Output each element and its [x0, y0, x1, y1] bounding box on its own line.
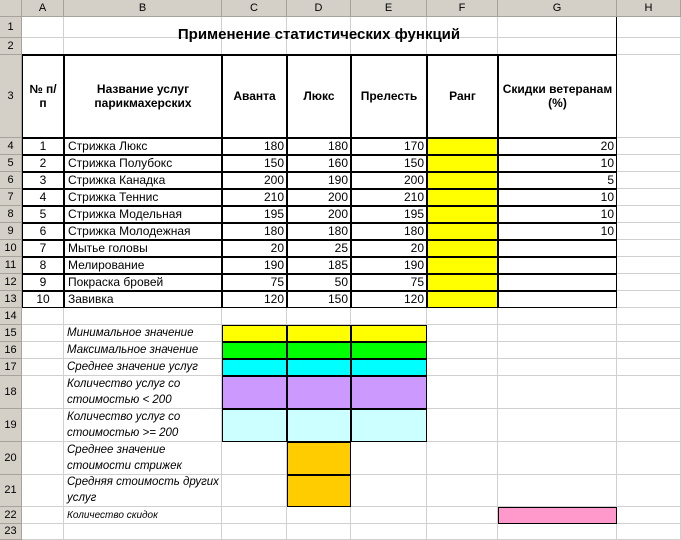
grid-cell[interactable] — [617, 155, 681, 172]
cell-price-lux[interactable]: 180 — [287, 223, 351, 240]
grid-cell[interactable] — [498, 359, 617, 376]
header-prelest[interactable]: Прелесть — [351, 55, 427, 138]
stat-result-cell[interactable] — [222, 342, 287, 359]
stat-result-cell[interactable] — [222, 409, 287, 442]
cell-price-prelest[interactable]: 195 — [351, 206, 427, 223]
column-header-e[interactable]: E — [351, 0, 427, 17]
row-header-5[interactable]: 5 — [0, 155, 22, 172]
stat-result-cell[interactable] — [222, 359, 287, 376]
grid-cell[interactable] — [22, 359, 64, 376]
row-header-22[interactable]: 22 — [0, 507, 22, 524]
grid-cell[interactable] — [617, 524, 681, 540]
cell-num[interactable]: 1 — [22, 138, 64, 155]
row-header-20[interactable]: 20 — [0, 442, 22, 475]
grid-cell[interactable] — [498, 475, 617, 507]
cell-rank[interactable] — [427, 240, 498, 257]
grid-cell[interactable] — [222, 524, 287, 540]
grid-cell[interactable] — [351, 507, 427, 524]
grid-cell[interactable] — [617, 257, 681, 274]
header-rank[interactable]: Ранг — [427, 55, 498, 138]
grid-cell[interactable] — [222, 507, 287, 524]
select-all-corner[interactable] — [0, 0, 22, 17]
cell-price-prelest[interactable]: 75 — [351, 274, 427, 291]
grid-cell[interactable] — [222, 308, 287, 325]
cell-price-lux[interactable]: 185 — [287, 257, 351, 274]
cell-price-prelest[interactable]: 120 — [351, 291, 427, 308]
grid-cell[interactable] — [287, 524, 351, 540]
stat-result-cell[interactable] — [287, 325, 351, 342]
cell-price-prelest[interactable]: 180 — [351, 223, 427, 240]
cell-price-avanta[interactable]: 75 — [222, 274, 287, 291]
grid-cell[interactable] — [427, 507, 498, 524]
grid-cell[interactable] — [617, 409, 681, 442]
cell-price-lux[interactable]: 160 — [287, 155, 351, 172]
row-header-6[interactable]: 6 — [0, 172, 22, 189]
cell-rank[interactable] — [427, 257, 498, 274]
cell-num[interactable]: 5 — [22, 206, 64, 223]
grid-cell[interactable] — [22, 342, 64, 359]
stat-result-cell[interactable] — [287, 475, 351, 507]
cell-price-lux[interactable]: 190 — [287, 172, 351, 189]
cell-price-lux[interactable]: 200 — [287, 189, 351, 206]
row-header-13[interactable]: 13 — [0, 291, 22, 308]
grid-cell[interactable] — [427, 359, 498, 376]
stat-count-ge-label[interactable]: Количество услуг со стоимостью >= 200 — [67, 410, 181, 439]
column-header-a[interactable]: A — [22, 0, 64, 17]
cell-price-avanta[interactable]: 180 — [222, 138, 287, 155]
stat-result-cell[interactable] — [351, 342, 427, 359]
row-header-15[interactable]: 15 — [0, 325, 22, 342]
stat-max-label[interactable]: Максимальное значение — [67, 343, 199, 356]
cell-discount[interactable]: 20 — [498, 138, 617, 155]
cell-price-prelest[interactable]: 210 — [351, 189, 427, 206]
grid-cell[interactable] — [617, 475, 681, 507]
cell-price-prelest[interactable]: 190 — [351, 257, 427, 274]
grid-cell[interactable] — [427, 475, 498, 507]
grid-cell[interactable] — [498, 442, 617, 475]
stat-count-lt-label[interactable]: Количество услуг со стоимостью < 200 — [67, 377, 181, 406]
grid-cell[interactable] — [617, 507, 681, 524]
grid-cell[interactable] — [617, 55, 681, 138]
cell-discount[interactable]: 5 — [498, 172, 617, 189]
stat-discount-count-label[interactable]: Количество скидок — [67, 510, 158, 521]
cell-service-name[interactable]: Стрижка Теннис — [64, 189, 222, 206]
cell-discount[interactable]: 10 — [498, 206, 617, 223]
grid-cell[interactable] — [427, 342, 498, 359]
cell-price-prelest[interactable]: 170 — [351, 138, 427, 155]
cell-price-avanta[interactable]: 210 — [222, 189, 287, 206]
header-num[interactable]: № п/п — [22, 55, 64, 138]
row-header-18[interactable]: 18 — [0, 376, 22, 409]
cell-service-name[interactable]: Стрижка Молодежная — [64, 223, 222, 240]
row-header-16[interactable]: 16 — [0, 342, 22, 359]
grid-cell[interactable] — [617, 291, 681, 308]
grid-cell[interactable] — [498, 409, 617, 442]
stat-result-cell[interactable] — [222, 325, 287, 342]
cell-discount[interactable]: 10 — [498, 155, 617, 172]
row-header-7[interactable]: 7 — [0, 189, 22, 206]
header-discount[interactable]: Скидки ветеранам (%) — [498, 55, 617, 138]
cell-service-name[interactable]: Стрижка Канадка — [64, 172, 222, 189]
cell-num[interactable]: 3 — [22, 172, 64, 189]
grid-cell[interactable] — [427, 308, 498, 325]
cell-rank[interactable] — [427, 138, 498, 155]
cell-price-prelest[interactable]: 150 — [351, 155, 427, 172]
cell-discount[interactable]: 10 — [498, 189, 617, 206]
grid-cell[interactable] — [427, 442, 498, 475]
cell-price-avanta[interactable]: 200 — [222, 172, 287, 189]
cell-price-avanta[interactable]: 150 — [222, 155, 287, 172]
grid-cell[interactable] — [617, 223, 681, 240]
row-header-19[interactable]: 19 — [0, 409, 22, 442]
grid-cell[interactable] — [617, 342, 681, 359]
cell-discount[interactable]: 10 — [498, 223, 617, 240]
stat-result-cell[interactable] — [351, 359, 427, 376]
cell-service-name[interactable]: Мытье головы — [64, 240, 222, 257]
cell-num[interactable]: 4 — [22, 189, 64, 206]
grid-cell[interactable] — [617, 240, 681, 257]
stat-result-cell[interactable] — [351, 325, 427, 342]
grid-cell[interactable] — [498, 524, 617, 540]
cell-discount[interactable] — [498, 291, 617, 308]
cell-rank[interactable] — [427, 206, 498, 223]
stat-result-cell[interactable] — [287, 376, 351, 409]
row-header-2[interactable]: 2 — [0, 38, 22, 55]
column-header-h[interactable]: H — [617, 0, 681, 17]
row-header-12[interactable]: 12 — [0, 274, 22, 291]
cell-price-prelest[interactable]: 20 — [351, 240, 427, 257]
cell-price-lux[interactable]: 200 — [287, 206, 351, 223]
cell-price-avanta[interactable]: 20 — [222, 240, 287, 257]
cell-rank[interactable] — [427, 155, 498, 172]
grid-cell[interactable] — [222, 475, 287, 507]
grid-cell[interactable] — [427, 409, 498, 442]
row-header-23[interactable]: 23 — [0, 524, 22, 540]
cell-price-lux[interactable]: 180 — [287, 138, 351, 155]
grid-cell[interactable] — [222, 442, 287, 475]
stat-result-cell[interactable] — [287, 442, 351, 475]
row-header-14[interactable]: 14 — [0, 308, 22, 325]
grid-cell[interactable] — [498, 376, 617, 409]
grid-cell[interactable] — [351, 524, 427, 540]
cell-price-lux[interactable]: 25 — [287, 240, 351, 257]
grid-cell[interactable] — [427, 376, 498, 409]
grid-cell[interactable] — [427, 524, 498, 540]
cell-price-avanta[interactable]: 195 — [222, 206, 287, 223]
grid-cell[interactable] — [617, 308, 681, 325]
cell-num[interactable]: 7 — [22, 240, 64, 257]
stat-discount-count-cell[interactable] — [498, 507, 617, 524]
grid-cell[interactable] — [64, 308, 222, 325]
row-header-3[interactable]: 3 — [0, 55, 22, 138]
grid-cell[interactable] — [22, 507, 64, 524]
grid-cell[interactable] — [64, 524, 222, 540]
header-avanta[interactable]: Аванта — [222, 55, 287, 138]
cell-price-lux[interactable]: 150 — [287, 291, 351, 308]
cell-num[interactable]: 2 — [22, 155, 64, 172]
grid-cell[interactable] — [287, 308, 351, 325]
cell-num[interactable]: 10 — [22, 291, 64, 308]
grid-cell[interactable] — [617, 359, 681, 376]
cell-discount[interactable] — [498, 274, 617, 291]
grid-cell[interactable] — [617, 376, 681, 409]
stat-result-cell[interactable] — [287, 409, 351, 442]
cell-rank[interactable] — [427, 223, 498, 240]
row-header-11[interactable]: 11 — [0, 257, 22, 274]
cell-price-avanta[interactable]: 180 — [222, 223, 287, 240]
cell-service-name[interactable]: Мелирование — [64, 257, 222, 274]
cell-num[interactable]: 8 — [22, 257, 64, 274]
grid-cell[interactable] — [287, 507, 351, 524]
row-header-21[interactable]: 21 — [0, 475, 22, 507]
grid-cell[interactable] — [351, 442, 427, 475]
stat-result-cell[interactable] — [287, 342, 351, 359]
grid-cell[interactable] — [617, 189, 681, 206]
grid-cell[interactable] — [22, 524, 64, 540]
stat-min-label[interactable]: Минимальное значение — [67, 326, 194, 339]
stat-result-cell[interactable] — [287, 359, 351, 376]
cell-service-name[interactable]: Покраска бровей — [64, 274, 222, 291]
grid-cell[interactable] — [351, 308, 427, 325]
column-header-d[interactable]: D — [287, 0, 351, 17]
grid-cell[interactable] — [617, 38, 681, 55]
cell-price-avanta[interactable]: 190 — [222, 257, 287, 274]
grid-cell[interactable] — [617, 172, 681, 189]
cell-price-prelest[interactable]: 200 — [351, 172, 427, 189]
grid-cell[interactable] — [498, 342, 617, 359]
cell-service-name[interactable]: Стрижка Модельная — [64, 206, 222, 223]
stat-avg-other-label[interactable]: Средняя стоимость других услуг — [67, 476, 219, 504]
cell-discount[interactable] — [498, 257, 617, 274]
grid-cell[interactable] — [22, 376, 64, 409]
stat-result-cell[interactable] — [222, 376, 287, 409]
row-header-9[interactable]: 9 — [0, 223, 22, 240]
cell-rank[interactable] — [427, 274, 498, 291]
grid-cell[interactable] — [22, 442, 64, 475]
grid-cell[interactable] — [22, 475, 64, 507]
grid-cell[interactable] — [617, 206, 681, 223]
cell-rank[interactable] — [427, 172, 498, 189]
grid-cell[interactable] — [617, 138, 681, 155]
header-lux[interactable]: Люкс — [287, 55, 351, 138]
column-header-b[interactable]: B — [64, 0, 222, 17]
cell-rank[interactable] — [427, 291, 498, 308]
grid-cell[interactable] — [22, 308, 64, 325]
cell-rank[interactable] — [427, 189, 498, 206]
stat-result-cell[interactable] — [351, 376, 427, 409]
cell-service-name[interactable]: Стрижка Полубокс — [64, 155, 222, 172]
stat-result-cell[interactable] — [351, 409, 427, 442]
grid-cell[interactable] — [617, 17, 681, 38]
cell-discount[interactable] — [498, 240, 617, 257]
stat-avg-cuts-label[interactable]: Среднее значение стоимости стрижек — [67, 443, 182, 472]
sheet-title[interactable]: Применение статистических функций — [22, 17, 617, 55]
grid-cell[interactable] — [22, 409, 64, 442]
column-header-c[interactable]: C — [222, 0, 287, 17]
cell-price-avanta[interactable]: 120 — [222, 291, 287, 308]
row-header-10[interactable]: 10 — [0, 240, 22, 257]
cell-service-name[interactable]: Завивка — [64, 291, 222, 308]
grid-cell[interactable] — [617, 325, 681, 342]
column-header-f[interactable]: F — [427, 0, 498, 17]
grid-cell[interactable] — [498, 325, 617, 342]
grid-cell[interactable] — [351, 475, 427, 507]
cell-service-name[interactable]: Стрижка Люкс — [64, 138, 222, 155]
grid-cell[interactable] — [617, 442, 681, 475]
grid-cell[interactable] — [617, 274, 681, 291]
cell-num[interactable]: 6 — [22, 223, 64, 240]
row-header-4[interactable]: 4 — [0, 138, 22, 155]
cell-num[interactable]: 9 — [22, 274, 64, 291]
grid-cell[interactable] — [427, 325, 498, 342]
cell-price-lux[interactable]: 50 — [287, 274, 351, 291]
stat-avg-label[interactable]: Среднее значение услуг — [67, 360, 198, 373]
row-header-8[interactable]: 8 — [0, 206, 22, 223]
header-service-name[interactable]: Название услуг парикмахерских — [64, 55, 222, 138]
grid-cell[interactable] — [22, 325, 64, 342]
grid-cell[interactable] — [498, 308, 617, 325]
row-header-17[interactable]: 17 — [0, 359, 22, 376]
row-header-1[interactable]: 1 — [0, 17, 22, 38]
column-header-g[interactable]: G — [498, 0, 617, 17]
